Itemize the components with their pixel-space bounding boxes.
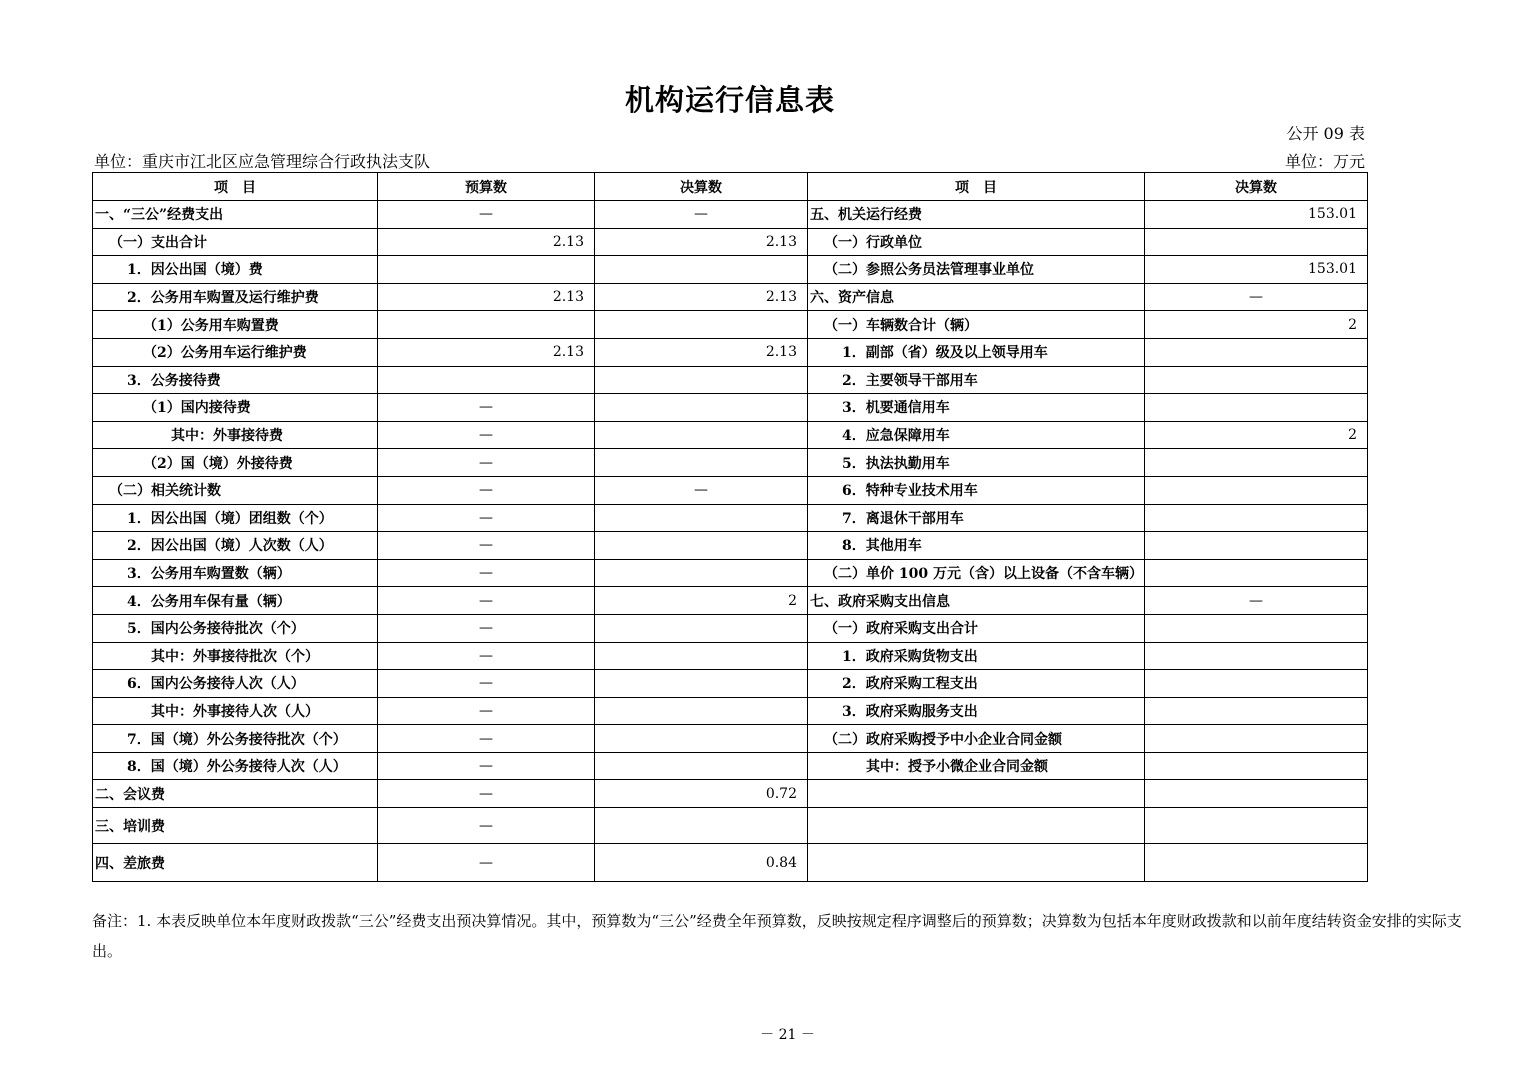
table-row	[93, 752, 1368, 780]
table-row	[93, 504, 1368, 532]
final-left-cell	[595, 421, 808, 449]
final-right-cell: 2	[1145, 421, 1368, 449]
table-row	[93, 808, 1368, 844]
final-right-cell	[1145, 670, 1368, 698]
item-left-cell: 5．国内公务接待批次（个）	[93, 614, 378, 642]
final-left-cell: 2.13	[595, 283, 808, 311]
budget-cell: —	[378, 780, 595, 808]
final-right-cell	[1145, 449, 1368, 477]
item-left-cell: 4．公务用车保有量（辆）	[93, 587, 378, 615]
budget-cell: —	[378, 201, 595, 229]
final-left-cell: —	[595, 476, 808, 504]
header-item-left: 项 目	[93, 173, 378, 201]
item-right-cell: 五、机关运行经费	[808, 201, 1145, 229]
budget-cell: —	[378, 725, 595, 753]
final-left-cell	[595, 504, 808, 532]
budget-cell: —	[378, 449, 595, 477]
item-left-cell: 7．国（境）外公务接待批次（个）	[93, 725, 378, 753]
budget-cell: —	[378, 752, 595, 780]
item-left-cell: 1．因公出国（境）费	[93, 256, 378, 284]
item-right-cell: 1．副部（省）级及以上领导用车	[808, 338, 1145, 366]
final-left-cell	[595, 394, 808, 422]
budget-cell	[378, 366, 595, 394]
unit-name: 单位：重庆市江北区应急管理综合行政执法支队	[94, 152, 431, 171]
final-right-cell	[1145, 614, 1368, 642]
item-left-cell: 四、差旅费	[93, 844, 378, 882]
item-right-cell: 七、政府采购支出信息	[808, 587, 1145, 615]
item-left-cell: （二）相关统计数	[93, 476, 378, 504]
item-right-cell: 2．主要领导干部用车	[808, 366, 1145, 394]
final-right-cell	[1145, 844, 1368, 882]
budget-cell: —	[378, 421, 595, 449]
final-left-cell	[595, 256, 808, 284]
item-left-cell: 3．公务用车购置数（辆）	[93, 559, 378, 587]
budget-cell: 2.13	[378, 338, 595, 366]
final-right-cell	[1145, 808, 1368, 844]
item-left-cell: 其中：外事接待人次（人）	[93, 697, 378, 725]
form-number: 公开 09 表	[1286, 124, 1365, 143]
item-left-cell: 6．国内公务接待人次（人）	[93, 670, 378, 698]
item-left-cell: （2）国（境）外接待费	[93, 449, 378, 477]
final-right-cell	[1145, 642, 1368, 670]
final-right-cell	[1145, 780, 1368, 808]
item-left-cell: （1）公务用车购置费	[93, 311, 378, 339]
budget-cell: —	[378, 559, 595, 587]
budget-cell: —	[378, 394, 595, 422]
table-row	[93, 338, 1368, 366]
final-right-cell	[1145, 338, 1368, 366]
final-right-cell: 153.01	[1145, 201, 1368, 229]
final-right-cell: —	[1145, 587, 1368, 615]
item-right-cell: 1．政府采购货物支出	[808, 642, 1145, 670]
budget-cell: —	[378, 476, 595, 504]
item-right-cell: 其中：授予小微企业合同金额	[808, 752, 1145, 780]
item-right-cell: （二）政府采购授予中小企业合同金额	[808, 725, 1145, 753]
table-row	[93, 725, 1368, 753]
budget-cell: —	[378, 697, 595, 725]
table-row	[93, 421, 1368, 449]
table-row	[93, 670, 1368, 698]
final-right-cell: 2	[1145, 311, 1368, 339]
budget-cell: —	[378, 532, 595, 560]
table-row	[93, 228, 1368, 256]
footnote: 备注：1. 本表反映单位本年度财政拨款“三公”经费支出预决算情况。其中，预算数为“三公”经费全年预算数，反映按规定程序调整后的预算数；决算数为包括本年度财政拨款和以前年度结转资金安排的实际支出。	[92, 912, 1462, 960]
item-right-cell	[808, 808, 1145, 844]
budget-cell: —	[378, 670, 595, 698]
item-right-cell: 6．特种专业技术用车	[808, 476, 1145, 504]
item-right-cell: 7．离退休干部用车	[808, 504, 1145, 532]
item-right-cell: 4．应急保障用车	[808, 421, 1145, 449]
table-row	[93, 256, 1368, 284]
item-left-cell: （一）支出合计	[93, 228, 378, 256]
item-right-cell: 8．其他用车	[808, 532, 1145, 560]
item-right-cell: 3．机要通信用车	[808, 394, 1145, 422]
item-right-cell: 5．执法执勤用车	[808, 449, 1145, 477]
final-left-cell: —	[595, 201, 808, 229]
item-left-cell: 二、会议费	[93, 780, 378, 808]
table-row	[93, 559, 1368, 587]
final-right-cell	[1145, 394, 1368, 422]
budget-cell: —	[378, 844, 595, 882]
item-left-cell: （1）国内接待费	[93, 394, 378, 422]
item-left-cell: 1．因公出国（境）团组数（个）	[93, 504, 378, 532]
table-row	[93, 476, 1368, 504]
info-table	[92, 172, 1368, 882]
final-left-cell	[595, 752, 808, 780]
final-left-cell	[595, 725, 808, 753]
budget-cell: —	[378, 808, 595, 844]
final-right-cell	[1145, 697, 1368, 725]
budget-cell	[378, 311, 595, 339]
budget-cell	[378, 256, 595, 284]
item-right-cell: 六、资产信息	[808, 283, 1145, 311]
final-left-cell: 2.13	[595, 228, 808, 256]
final-left-cell	[595, 614, 808, 642]
table-row	[93, 587, 1368, 615]
final-right-cell	[1145, 504, 1368, 532]
header-final-right: 决算数	[1145, 173, 1368, 201]
item-left-cell: 一、“三公”经费支出	[93, 201, 378, 229]
budget-cell: —	[378, 587, 595, 615]
item-right-cell: （一）政府采购支出合计	[808, 614, 1145, 642]
item-right-cell: （一）行政单位	[808, 228, 1145, 256]
table-row	[93, 532, 1368, 560]
final-left-cell: 2	[595, 587, 808, 615]
table-row	[93, 697, 1368, 725]
final-left-cell	[595, 532, 808, 560]
final-left-cell	[595, 559, 808, 587]
table-row	[93, 283, 1368, 311]
table-row	[93, 642, 1368, 670]
item-left-cell: 其中：外事接待费	[93, 421, 378, 449]
item-right-cell: （一）车辆数合计（辆）	[808, 311, 1145, 339]
final-left-cell	[595, 311, 808, 339]
table-row	[93, 780, 1368, 808]
item-left-cell: （2）公务用车运行维护费	[93, 338, 378, 366]
table-row	[93, 394, 1368, 422]
final-left-cell: 0.72	[595, 780, 808, 808]
budget-cell: —	[378, 642, 595, 670]
table-row	[93, 614, 1368, 642]
item-left-cell: 2．公务用车购置及运行维护费	[93, 283, 378, 311]
final-left-cell	[595, 449, 808, 477]
header-item-right: 项 目	[808, 173, 1145, 201]
item-left-cell: 其中：外事接待批次（个）	[93, 642, 378, 670]
item-right-cell: 2．政府采购工程支出	[808, 670, 1145, 698]
item-right-cell: （二）单价 100 万元（含）以上设备（不含车辆）	[808, 559, 1145, 587]
budget-cell: 2.13	[378, 228, 595, 256]
page-title: 机构运行信息表	[624, 83, 835, 117]
budget-cell: 2.13	[378, 283, 595, 311]
item-right-cell: （二）参照公务员法管理事业单位	[808, 256, 1145, 284]
final-right-cell	[1145, 228, 1368, 256]
item-right-cell	[808, 780, 1145, 808]
final-right-cell: 153.01	[1145, 256, 1368, 284]
currency-unit: 单位：万元	[1284, 152, 1365, 171]
final-right-cell	[1145, 752, 1368, 780]
final-right-cell: —	[1145, 283, 1368, 311]
table-header-row	[93, 173, 1368, 201]
final-left-cell	[595, 642, 808, 670]
budget-cell: —	[378, 504, 595, 532]
final-right-cell	[1145, 725, 1368, 753]
final-right-cell	[1145, 476, 1368, 504]
header-budget: 预算数	[378, 173, 595, 201]
table-row	[93, 844, 1368, 882]
budget-cell: —	[378, 614, 595, 642]
table-row	[93, 201, 1368, 229]
item-left-cell: 3．公务接待费	[93, 366, 378, 394]
item-right-cell: 3．政府采购服务支出	[808, 697, 1145, 725]
item-left-cell: 8．国（境）外公务接待人次（人）	[93, 752, 378, 780]
header-final-left: 决算数	[595, 173, 808, 201]
final-right-cell	[1145, 532, 1368, 560]
final-left-cell: 0.84	[595, 844, 808, 882]
item-right-cell	[808, 844, 1145, 882]
final-left-cell	[595, 366, 808, 394]
final-right-cell	[1145, 366, 1368, 394]
final-left-cell	[595, 670, 808, 698]
final-right-cell	[1145, 559, 1368, 587]
item-left-cell: 2．因公出国（境）人次数（人）	[93, 532, 378, 560]
table-row	[93, 366, 1368, 394]
final-left-cell	[595, 697, 808, 725]
table-row	[93, 449, 1368, 477]
final-left-cell	[595, 808, 808, 844]
page-number: － 21 －	[760, 1027, 815, 1043]
table-row	[93, 311, 1368, 339]
final-left-cell: 2.13	[595, 338, 808, 366]
item-left-cell: 三、培训费	[93, 808, 378, 844]
